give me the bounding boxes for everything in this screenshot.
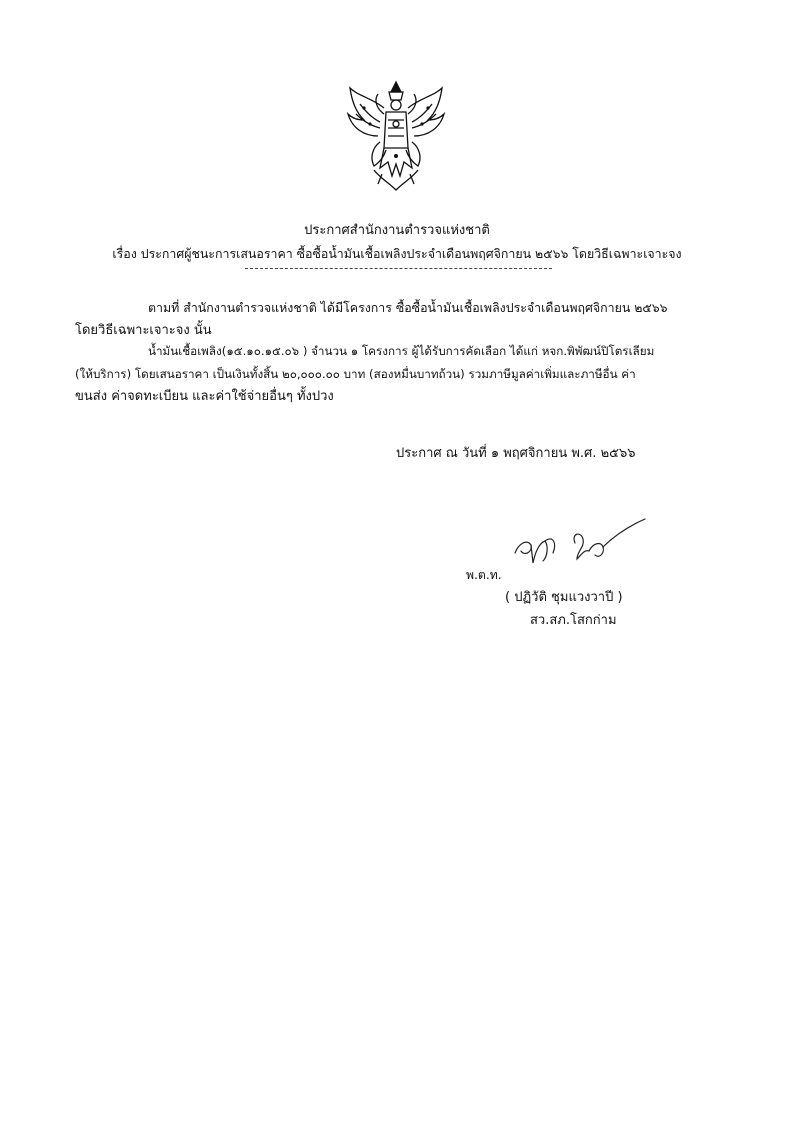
paragraph-2-line-2: (ให้บริการ) โดยเสนอราคา เป็นเงินทั้งสิ้น ๒๐,๐๐๐.๐๐ บาท (สองหมื่นบาทถ้วน) รวมภาษีมูลค่าเพิ่มและภาษีอื่น ค่า (75, 367, 636, 381)
announcement-heading: ประกาศสำนักงานตำรวจแห่งชาติ (304, 223, 490, 238)
signer-rank: พ.ต.ท. (466, 568, 502, 582)
paragraph-1-line-2: โดยวิธีเฉพาะเจาะจง นั้น (75, 323, 212, 338)
signer-position: สว.สภ.โสกก่าม (530, 613, 617, 628)
announcement-date: ประกาศ ณ วันที่ ๑ พฤศจิกายน พ.ศ. ๒๕๖๖ (396, 446, 636, 461)
paragraph-2-line-1: น้ำมันเชื้อเพลิง(๑๕.๑๐.๑๕.๐๖ ) จำนวน ๑ โครงการ ผู้ได้รับการคัดเลือก ได้แก่ หจก.พิพัฒน์ปิโตรเลียม (148, 344, 655, 358)
divider-line (245, 268, 552, 269)
garuda-emblem-icon (344, 78, 448, 192)
paragraph-1-line-1: ตามที่ สำนักงานตำรวจแห่งชาติ ได้มีโครงการ ซื้อซื้อน้ำมันเชื้อเพลิงประจำเดือนพฤศจิกายน ๒๕๖๖ (148, 300, 668, 315)
paragraph-2-line-3: ขนส่ง ค่าจดทะเบียน และค่าใช้จ่ายอื่นๆ ทั้งปวง (75, 389, 334, 404)
signer-name: ( ปฏิวัติ ชุมแวงวาปี ) (505, 590, 623, 605)
announcement-subject: เรื่อง ประกาศผู้ชนะการเสนอราคา ซื้อซื้อน้ำมันเชื้อเพลิงประจำเดือนพฤศจิกายน ๒๕๖๖ โดยวิธีเฉพาะเจาะจง (112, 246, 682, 261)
handwritten-signature (505, 513, 655, 573)
